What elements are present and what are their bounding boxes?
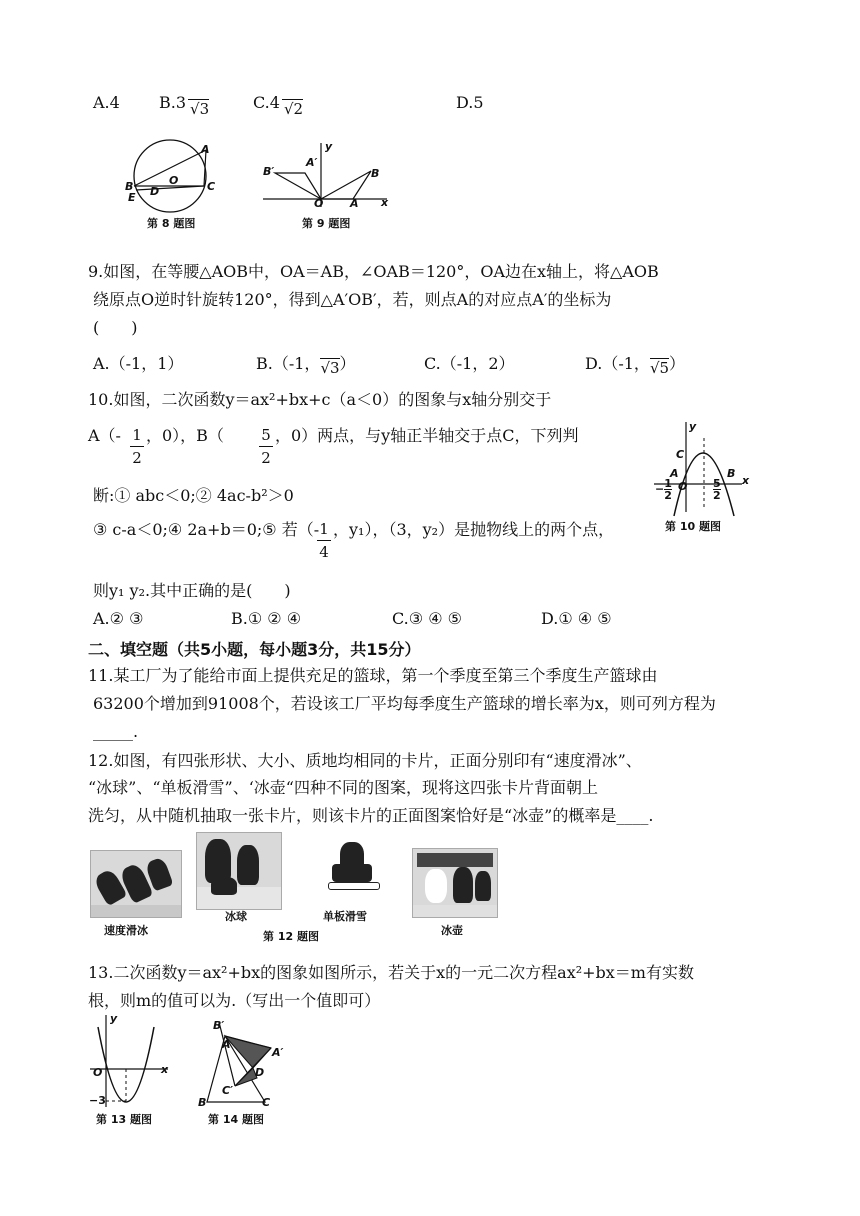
q10-line-2-a: A（- bbox=[88, 426, 121, 445]
fraction-denominator: 4 bbox=[319, 543, 329, 561]
q10-fraction-five-half bbox=[259, 426, 273, 467]
minus-sign: − bbox=[655, 482, 665, 496]
q10-fraction-neg-quarter bbox=[317, 520, 331, 561]
fig14-shaded-region bbox=[225, 1036, 271, 1068]
fig10-label-a: A bbox=[670, 467, 679, 480]
q10-option-b: B.① ② ④ bbox=[231, 609, 302, 628]
q8-option-b-label: B.3 bbox=[159, 93, 187, 112]
card-speed-skating-image bbox=[90, 850, 182, 918]
fig14-caption: 第 14 题图 bbox=[208, 1113, 264, 1126]
q9-option-d-prefix: D.（-1， bbox=[585, 354, 650, 373]
card-snowboard-image bbox=[326, 834, 380, 902]
q8-option-b-radicand: 3 bbox=[199, 100, 210, 118]
q13-line-2: 根，则m的值可以为.（写出一个值即可） bbox=[88, 991, 381, 1010]
fraction-bar bbox=[317, 540, 331, 541]
q10-line-3: 断:① abc＜0;② 4ac-b²＞0 bbox=[93, 486, 294, 505]
q9-option-d-radicand: 5 bbox=[659, 359, 670, 377]
fig8-caption: 第 8 题图 bbox=[147, 217, 196, 230]
fig8-label-c: C bbox=[207, 180, 216, 193]
fig14-label-cp: C′ bbox=[222, 1084, 233, 1097]
fig10-label-x: x bbox=[742, 474, 750, 487]
card-curling-image bbox=[412, 848, 498, 918]
fig10-tick-five-half-den: 2 bbox=[713, 489, 721, 502]
fig13-label-y: y bbox=[110, 1012, 118, 1025]
fig13-label-o: O bbox=[93, 1066, 103, 1079]
fig8-label-d: D bbox=[150, 185, 160, 198]
section-2-heading: 二、填空题（共5小题，每小题3分，共15分） bbox=[88, 640, 421, 659]
fig13-caption: 第 13 题图 bbox=[96, 1113, 152, 1126]
q9-line-1: 9.如图，在等腰△AOB中，OA＝AB，∠OAB＝120°，OA边在x轴上，将△AOB bbox=[88, 262, 659, 281]
fraction-numerator: 1 bbox=[132, 426, 142, 444]
fig9-label-a: A bbox=[350, 197, 359, 210]
q8-option-d: D.5 bbox=[456, 93, 484, 112]
fig13-label-x: x bbox=[161, 1063, 169, 1076]
fig10-caption: 第 10 题图 bbox=[665, 520, 721, 533]
fraction-numerator: 1 bbox=[319, 520, 329, 538]
fig10-tick-neg-half bbox=[655, 478, 672, 501]
fraction-denominator: 2 bbox=[132, 449, 142, 467]
q9-option-d-suffix: ） bbox=[669, 354, 686, 373]
q9-option-b-prefix: B.（-1， bbox=[256, 354, 321, 373]
fig9-caption: 第 9 题图 bbox=[302, 217, 351, 230]
q12-line-3: 洗匀，从中随机抽取一张卡片，则该卡片的正面图案恰好是“冰壶”的概率是____. bbox=[88, 806, 654, 825]
q10-option-c: C.③ ④ ⑤ bbox=[392, 609, 462, 628]
card-curling-label: 冰壶 bbox=[441, 924, 463, 937]
q10-option-d: D.① ④ ⑤ bbox=[541, 609, 612, 628]
fraction-denominator: 2 bbox=[261, 449, 271, 467]
sqrt-sign-icon: √ bbox=[320, 359, 330, 377]
fig14-label-c: C bbox=[262, 1096, 271, 1109]
q9-option-b-radicand: 3 bbox=[330, 359, 340, 377]
q8-option-c bbox=[253, 93, 304, 118]
fig10-label-b: B bbox=[727, 467, 736, 480]
q8-option-b bbox=[159, 93, 210, 118]
q13-line-1: 13.二次函数y＝ax²+bx的图象如图所示，若关于x的一元二次方程ax²+bx＝m有实数 bbox=[88, 963, 694, 982]
q10-line-4-a: ③ c-a＜0;④ 2a+b＝0;⑤ 若（- bbox=[93, 520, 320, 539]
fig10-tick-neg-half-den: 2 bbox=[664, 489, 672, 502]
sqrt-sign-icon: √ bbox=[649, 359, 660, 377]
fig10-tick-five-half bbox=[713, 478, 721, 501]
fraction-numerator: 5 bbox=[261, 426, 271, 444]
q12-line-1: 12.如图，有四张形状、大小、质地均相同的卡片，正面分别印有“速度滑冰”、 bbox=[88, 751, 642, 770]
q9-option-b-suffix: ） bbox=[339, 354, 356, 373]
fig9-triangle-apobp bbox=[275, 173, 321, 199]
q9-option-d bbox=[585, 351, 686, 377]
q9-option-a: A.（-1，1） bbox=[93, 354, 184, 373]
sqrt-sign-icon: √ bbox=[283, 100, 294, 118]
q10-line-2-b: ，0），B（ bbox=[146, 426, 224, 445]
fig13-label-minus3: −3 bbox=[89, 1094, 106, 1107]
fig10-tick-neg-half-num: 1 bbox=[664, 477, 672, 490]
q10-line-4-b: ，y₁），（3，y₂）是抛物线上的两个点， bbox=[333, 520, 615, 539]
fig10-tick-five-half-num: 5 bbox=[713, 477, 721, 490]
fig9-label-b: B bbox=[371, 167, 380, 180]
card-ice-hockey-image bbox=[196, 832, 282, 910]
fig9-label-o: O bbox=[314, 197, 324, 210]
fig8-label-e: E bbox=[128, 191, 136, 204]
q10-line-2-c: ，0）两点，与y轴正半轴交于点C，下列判 bbox=[275, 426, 579, 445]
q10-line-5: 则y₁ y₂.其中正确的是( ) bbox=[93, 581, 291, 600]
fig9-label-bp: B′ bbox=[263, 165, 275, 178]
card-ice-hockey-label: 冰球 bbox=[225, 910, 247, 923]
fig10-label-y: y bbox=[689, 420, 697, 433]
fig14-label-a: A bbox=[222, 1038, 231, 1051]
q11-line-1: 11.某工厂为了能给市面上提供充足的篮球，第一个季度至第三个季度生产篮球由 bbox=[88, 666, 658, 685]
q10-line-1: 10.如图，二次函数y＝ax²+bx+c（a＜0）的图象与x轴分别交于 bbox=[88, 390, 552, 409]
fig14-label-d: D bbox=[255, 1066, 265, 1079]
fig14-label-ap: A′ bbox=[272, 1046, 284, 1059]
q9-line-2: 绕原点O逆时针旋转120°，得到△A′OB′，若，则点A的对应点A′的坐标为 bbox=[93, 290, 612, 309]
fig9-label-y: y bbox=[325, 140, 333, 153]
fig9-label-x: x bbox=[381, 196, 389, 209]
fig14-label-b: B bbox=[198, 1096, 207, 1109]
q9-option-b bbox=[256, 351, 356, 377]
fig14-label-bp: B′ bbox=[213, 1019, 225, 1032]
fig8-label-b: B bbox=[125, 180, 134, 193]
sqrt-sign-icon: √ bbox=[190, 100, 200, 118]
q9-line-3: ( ) bbox=[93, 318, 138, 337]
fig10-label-o: O bbox=[678, 480, 688, 493]
fraction-bar bbox=[259, 446, 273, 447]
q10-option-a: A.② ③ bbox=[93, 609, 144, 628]
fig9-triangle-aob bbox=[321, 171, 371, 199]
fig12-caption: 第 12 题图 bbox=[263, 930, 319, 943]
fig10-label-c: C bbox=[676, 448, 685, 461]
q12-line-2: “冰球”、“单板滑雪”、‘冰壶“四种不同的图案，现将这四张卡片背面朝上 bbox=[88, 778, 598, 797]
q8-option-c-radicand: 2 bbox=[293, 100, 304, 118]
fig9-label-ap: A′ bbox=[306, 156, 318, 169]
card-snowboard-label: 单板滑雪 bbox=[323, 910, 367, 923]
q11-line-3: _____. bbox=[93, 722, 139, 741]
q8-option-c-label: C.4 bbox=[253, 93, 280, 112]
q8-option-a: A.4 bbox=[93, 93, 120, 112]
card-speed-skating-label: 速度滑冰 bbox=[104, 924, 148, 937]
fig8-label-a: A bbox=[201, 143, 210, 156]
q10-fraction-neg-half bbox=[130, 426, 144, 467]
fraction-bar bbox=[130, 446, 144, 447]
q11-line-2: 63200个增加到91008个，若设该工厂平均每季度生产篮球的增长率为x，则可列方程为 bbox=[93, 694, 716, 713]
q9-option-c: C.（-1，2） bbox=[424, 354, 515, 373]
fig8-label-o: O bbox=[169, 174, 179, 187]
